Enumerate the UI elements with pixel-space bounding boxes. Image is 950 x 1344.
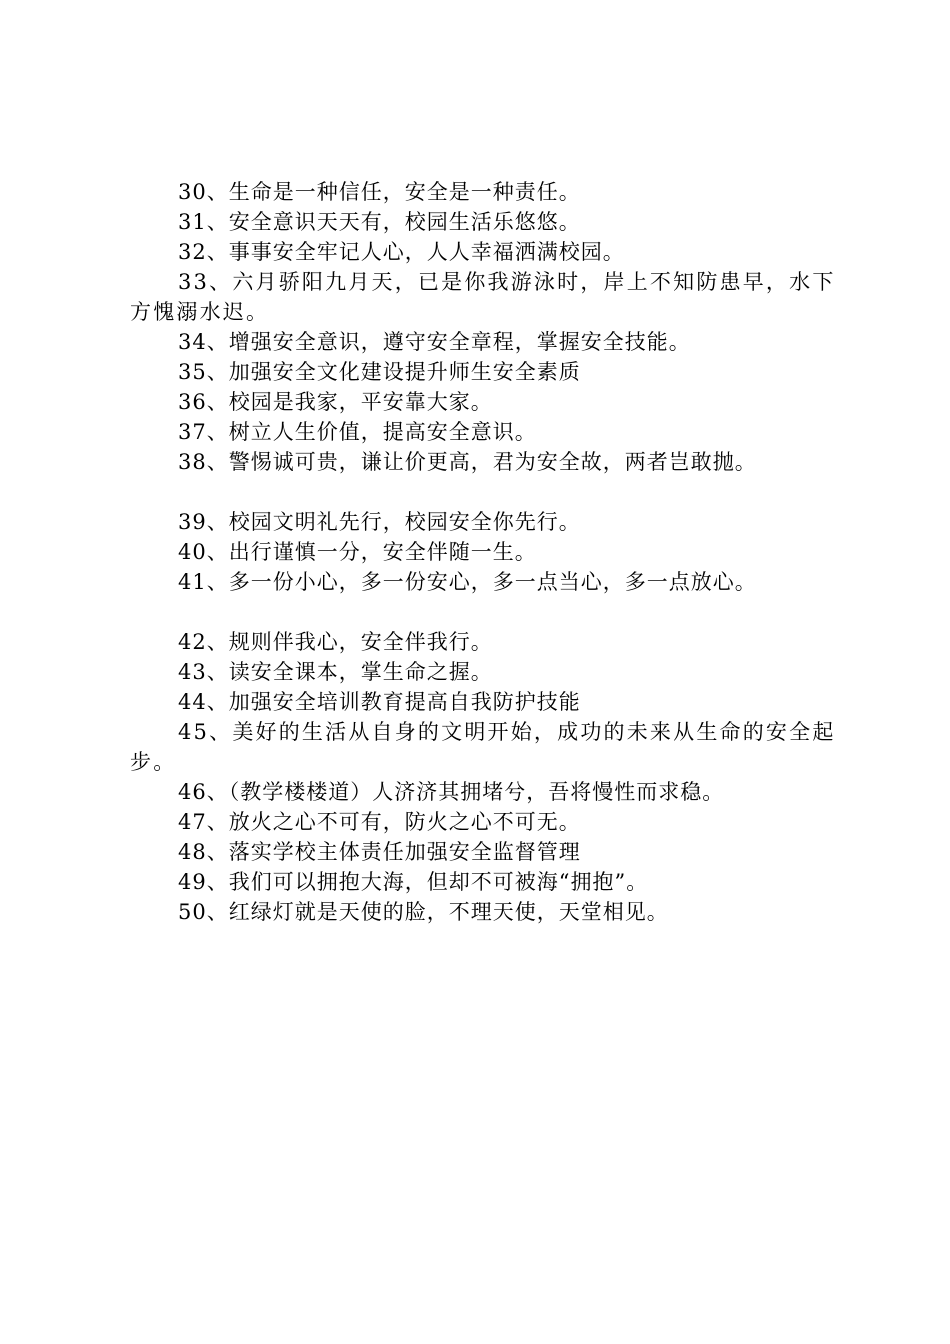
slogan-38: 38、警惕诚可贵，谦让价更高，君为安全故，两者岂敢抛。 <box>178 450 757 474</box>
slogan-42: 42、规则伴我心，安全伴我行。 <box>178 630 493 654</box>
slogan-37: 37、树立人生价值，提高安全意识。 <box>178 420 537 444</box>
slogan-33: 33、六月骄阳九月天，已是你我游泳时，岸上不知防患早，水下方愧溺水迟。 <box>130 270 836 324</box>
paragraph-gap <box>130 477 850 507</box>
slogan-39: 39、校园文明礼先行，校园安全你先行。 <box>178 510 581 534</box>
slogan-35: 35、加强安全文化建设提升师生安全素质 <box>178 360 581 384</box>
paragraph-gap <box>130 597 850 627</box>
document-body <box>130 177 850 927</box>
slogan-49: 49、我们可以拥抱大海，但却不可被海“拥抱”。 <box>178 870 649 894</box>
slogan-31: 31、安全意识天天有，校园生活乐悠悠。 <box>178 210 581 234</box>
slogan-45: 45、美好的生活从自身的文明开始，成功的未来从生命的安全起步。 <box>130 720 836 774</box>
slogan-36: 36、校园是我家，平安靠大家。 <box>178 390 493 414</box>
slogan-40: 40、出行谨慎一分，安全伴随一生。 <box>178 540 537 564</box>
slogan-32: 32、事事安全牢记人心，人人幸福洒满校园。 <box>178 240 625 264</box>
slogan-46: 46、（教学楼楼道）人济济其拥堵兮，吾将慢性而求稳。 <box>178 780 725 804</box>
slogan-48: 48、落实学校主体责任加强安全监督管理 <box>178 840 581 864</box>
slogan-34: 34、增强安全意识，遵守安全章程，掌握安全技能。 <box>178 330 691 354</box>
slogan-47: 47、放火之心不可有，防火之心不可无。 <box>178 810 581 834</box>
slogan-44: 44、加强安全培训教育提高自我防护技能 <box>178 690 581 714</box>
slogan-41: 41、多一份小心，多一份安心，多一点当心，多一点放心。 <box>178 570 757 594</box>
slogan-43: 43、读安全课本，掌生命之握。 <box>178 660 493 684</box>
slogan-50: 50、红绿灯就是天使的脸，不理天使，天堂相见。 <box>178 900 669 924</box>
slogan-30: 30、生命是一种信任，安全是一种责任。 <box>178 180 581 204</box>
